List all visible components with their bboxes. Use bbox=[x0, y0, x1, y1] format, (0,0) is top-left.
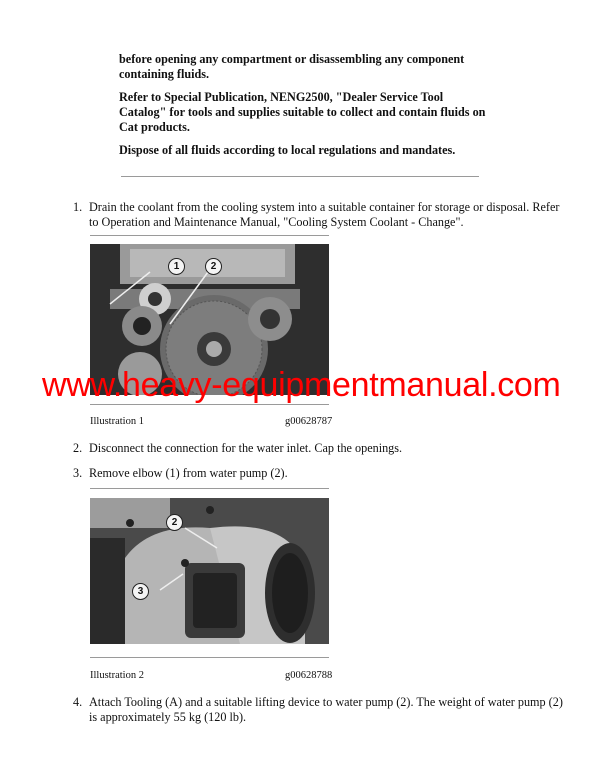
watermark-link[interactable]: www.heavy-equipmentmanual.com bbox=[42, 366, 561, 404]
step-number: 1. bbox=[73, 200, 83, 214]
illustration-2-photo bbox=[90, 498, 329, 644]
callout-3: 3 bbox=[132, 583, 149, 600]
step-number: 4. bbox=[73, 695, 83, 709]
callout-2: 2 bbox=[205, 258, 222, 275]
illustration-1-id: g00628787 bbox=[285, 416, 333, 427]
illustration-2-label: Illustration 2 bbox=[90, 670, 144, 681]
step-number: 2. bbox=[73, 441, 83, 455]
illustration-1-top-rule bbox=[90, 235, 329, 236]
step-text: Attach Tooling (A) and a suitable lifting device to water pump (2). The weight of water pump (2) is approximately 55 kg (120 lb). bbox=[89, 695, 563, 724]
notice-paragraph-2: Refer to Special Publication, NENG2500, "Dealer Service Tool Catalog" for tools and supplies suitable to collect and contain fluids on Cat products. bbox=[119, 90, 486, 134]
callout-1: 1 bbox=[168, 258, 185, 275]
illustration-2-id: g00628788 bbox=[285, 670, 333, 681]
illustration-1-label: Illustration 1 bbox=[90, 416, 144, 427]
callout-2: 2 bbox=[166, 514, 183, 531]
notice-divider bbox=[121, 176, 479, 177]
step-number: 3. bbox=[73, 466, 83, 480]
step-text: Disconnect the connection for the water inlet. Cap the openings. bbox=[89, 441, 403, 455]
notice-paragraph-1: before opening any compartment or disassembling any component containing fluids. bbox=[119, 52, 465, 81]
notice-paragraph-3: Dispose of all fluids according to local regulations and mandates. bbox=[119, 143, 456, 157]
illustration-2-top-rule bbox=[90, 488, 329, 489]
step-text: Drain the coolant from the cooling system into a suitable container for storage or disposal. Refer to Operation and Maintenance Manual, "Cooling System Coolant - Change". bbox=[89, 200, 560, 229]
step-text: Remove elbow (1) from water pump (2). bbox=[89, 466, 288, 480]
illustration-2-bottom-rule bbox=[90, 657, 329, 658]
water-pump-photo-icon bbox=[90, 498, 329, 644]
